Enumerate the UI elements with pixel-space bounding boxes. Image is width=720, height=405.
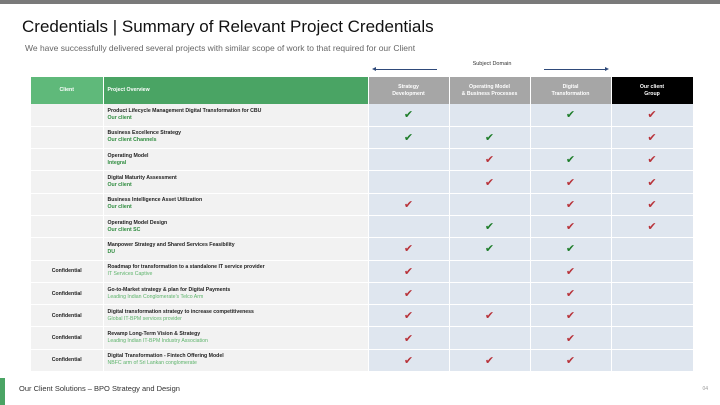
strategy-development-cell (368, 282, 449, 304)
top-accent-bar (0, 0, 720, 4)
project-overview-cell (103, 193, 368, 215)
project-client: Integral (107, 159, 127, 166)
red-check-icon: ✔ (403, 309, 414, 323)
strategy-development-cell (368, 104, 449, 126)
operating-model-cell (449, 327, 530, 349)
project-name: Manpower Strategy and Shared Services Feasibility (107, 241, 235, 248)
operating-model-cell (449, 215, 530, 237)
red-check-icon: ✔ (565, 309, 576, 323)
red-check-icon: ✔ (565, 175, 576, 189)
table-row (31, 104, 693, 126)
client-cell (31, 193, 103, 215)
operating-model-cell (449, 238, 530, 260)
header-project-overview: Project Overview (103, 77, 368, 104)
client-group-cell (611, 149, 693, 171)
project-overview-cell (103, 149, 368, 171)
page-number: 04 (702, 386, 708, 392)
project-name: Roadmap for transformation to a standalone IT service provider (107, 264, 265, 271)
green-check-icon: ✔ (565, 108, 576, 122)
project-overview-cell (103, 104, 368, 126)
project-overview-cell (103, 260, 368, 282)
red-check-icon: ✔ (484, 153, 495, 167)
project-client: NBFC arm of Sri Lankan conglomerate (107, 360, 197, 367)
project-overview-cell (103, 305, 368, 327)
digital-transformation-cell (530, 126, 611, 148)
operating-model-cell (449, 349, 530, 371)
table-row (31, 171, 693, 193)
project-client: Leading Indian IT-BPM Industry Association (107, 338, 208, 345)
project-overview-cell (103, 126, 368, 148)
project-name: Go-to-Market strategy & plan for Digital Payments (107, 286, 231, 293)
digital-transformation-cell (530, 349, 611, 371)
header-domain-label: Operating Model & Business Processes (461, 84, 518, 97)
project-client: Our client (107, 182, 132, 189)
project-client: Our client Channels (107, 137, 157, 144)
header-group-label: Our client Group (639, 84, 665, 97)
client-cell: Confidential (31, 282, 103, 304)
header-domain-label: Digital Transformation (551, 84, 590, 97)
strategy-development-cell (368, 193, 449, 215)
client-group-cell (611, 282, 693, 304)
table-row (31, 215, 693, 237)
digital-transformation-cell (530, 149, 611, 171)
client-cell (31, 238, 103, 260)
red-check-icon: ✔ (565, 331, 576, 345)
page-title: Credentials | Summary of Relevant Project Credentials (22, 17, 434, 36)
client-cell: Confidential (31, 305, 103, 327)
project-name: Revamp Long-Term Vision & Strategy (107, 331, 201, 338)
table-row (31, 149, 693, 171)
project-name: Product Lifecycle Management Digital Transformation for CBU (107, 107, 262, 114)
project-client: Global IT-BPM services provider (107, 315, 182, 322)
red-check-icon: ✔ (484, 353, 495, 367)
green-check-icon: ✔ (565, 242, 576, 256)
client-cell: Confidential (31, 349, 103, 371)
table-row (31, 126, 693, 148)
green-check-icon: ✔ (484, 220, 495, 234)
subject-domain-label: Subject Domain (472, 61, 512, 67)
red-check-icon: ✔ (403, 331, 414, 345)
operating-model-cell (449, 305, 530, 327)
operating-model-cell (449, 104, 530, 126)
green-check-icon: ✔ (403, 130, 414, 144)
client-cell (31, 215, 103, 237)
client-cell: Confidential (31, 260, 103, 282)
project-overview-cell (103, 282, 368, 304)
client-group-cell (611, 126, 693, 148)
green-check-icon: ✔ (484, 242, 495, 256)
strategy-development-cell (368, 305, 449, 327)
operating-model-cell (449, 260, 530, 282)
operating-model-cell (449, 282, 530, 304)
header-domain-label: Strategy Development (392, 84, 425, 97)
table-row (31, 327, 693, 349)
red-check-icon: ✔ (403, 242, 414, 256)
project-client: Leading Indian Conglomerate's Telco Arm (107, 293, 204, 300)
red-check-icon: ✔ (565, 353, 576, 367)
header-client-group (611, 77, 693, 104)
green-check-icon: ✔ (565, 153, 576, 167)
client-group-cell (611, 305, 693, 327)
digital-transformation-cell (530, 104, 611, 126)
operating-model-cell (449, 149, 530, 171)
page-subtitle: We have successfully delivered several projects with similar scope of work to that required for our Client (25, 43, 416, 53)
project-overview-cell (103, 238, 368, 260)
digital-transformation-cell (530, 327, 611, 349)
strategy-development-cell (368, 126, 449, 148)
red-check-icon: ✔ (647, 153, 657, 167)
project-client: Our client (107, 204, 132, 211)
client-group-cell (611, 171, 693, 193)
red-check-icon: ✔ (647, 220, 657, 234)
project-name: Digital Transformation - Fintech Offering Model (107, 353, 224, 360)
project-client: Our client SC (107, 226, 141, 233)
credentials-table (31, 77, 694, 372)
digital-transformation-cell (530, 215, 611, 237)
strategy-development-cell (368, 238, 449, 260)
project-overview-cell (103, 327, 368, 349)
red-check-icon: ✔ (647, 197, 657, 211)
strategy-development-cell (368, 260, 449, 282)
project-name: Digital transformation strategy to increase competitiveness (107, 308, 254, 315)
client-group-cell (611, 238, 693, 260)
digital-transformation-cell (530, 193, 611, 215)
table-row (31, 305, 693, 327)
red-check-icon: ✔ (565, 264, 576, 278)
table-row (31, 282, 693, 304)
digital-transformation-cell (530, 238, 611, 260)
green-check-icon: ✔ (484, 130, 495, 144)
client-cell: Confidential (31, 327, 103, 349)
header-digital-transformation (530, 77, 611, 104)
project-overview-cell (103, 171, 368, 193)
header-strategy-development (368, 77, 449, 104)
red-check-icon: ✔ (565, 287, 576, 301)
project-client: IT Services Captive (107, 271, 153, 278)
red-check-icon: ✔ (484, 309, 495, 323)
digital-transformation-cell (530, 171, 611, 193)
project-name: Business Intelligence Asset Utilization (107, 197, 203, 204)
table-row (31, 349, 693, 371)
red-check-icon: ✔ (647, 130, 657, 144)
client-cell (31, 149, 103, 171)
strategy-development-cell (368, 149, 449, 171)
header-operating-model (449, 77, 530, 104)
strategy-development-cell (368, 215, 449, 237)
digital-transformation-cell (530, 282, 611, 304)
table-row (31, 193, 693, 215)
right-arrow-icon (544, 69, 606, 70)
operating-model-cell (449, 193, 530, 215)
project-client: Our client (107, 114, 132, 121)
client-group-cell (611, 327, 693, 349)
red-check-icon: ✔ (403, 264, 414, 278)
red-check-icon: ✔ (565, 197, 576, 211)
digital-transformation-cell (530, 305, 611, 327)
digital-transformation-cell (530, 260, 611, 282)
project-overview-cell (103, 215, 368, 237)
subject-domain-header (372, 60, 612, 76)
footer-accent-bar (0, 378, 5, 405)
client-cell (31, 171, 103, 193)
project-overview-cell (103, 349, 368, 371)
left-arrow-icon (375, 69, 437, 70)
project-client: DU (107, 248, 115, 255)
table-header-row (31, 77, 693, 104)
red-check-icon: ✔ (403, 197, 414, 211)
client-group-cell (611, 193, 693, 215)
client-cell (31, 104, 103, 126)
green-check-icon: ✔ (403, 108, 414, 122)
project-name: Operating Model (107, 152, 149, 159)
client-cell (31, 126, 103, 148)
red-check-icon: ✔ (484, 175, 495, 189)
client-group-cell (611, 260, 693, 282)
header-client: Client (31, 77, 103, 104)
red-check-icon: ✔ (403, 287, 414, 301)
client-group-cell (611, 104, 693, 126)
footer-text: Our Client Solutions – BPO Strategy and Design (19, 384, 180, 393)
project-name: Business Excellence Strategy (107, 130, 182, 137)
client-group-cell (611, 349, 693, 371)
project-name: Operating Model Design (107, 219, 168, 226)
strategy-development-cell (368, 349, 449, 371)
project-name: Digital Maturity Assessment (107, 175, 177, 182)
red-check-icon: ✔ (647, 108, 657, 122)
red-check-icon: ✔ (565, 220, 576, 234)
operating-model-cell (449, 126, 530, 148)
operating-model-cell (449, 171, 530, 193)
table-row (31, 238, 693, 260)
client-group-cell (611, 215, 693, 237)
table-row (31, 260, 693, 282)
red-check-icon: ✔ (647, 175, 657, 189)
strategy-development-cell (368, 327, 449, 349)
red-check-icon: ✔ (403, 353, 414, 367)
strategy-development-cell (368, 171, 449, 193)
